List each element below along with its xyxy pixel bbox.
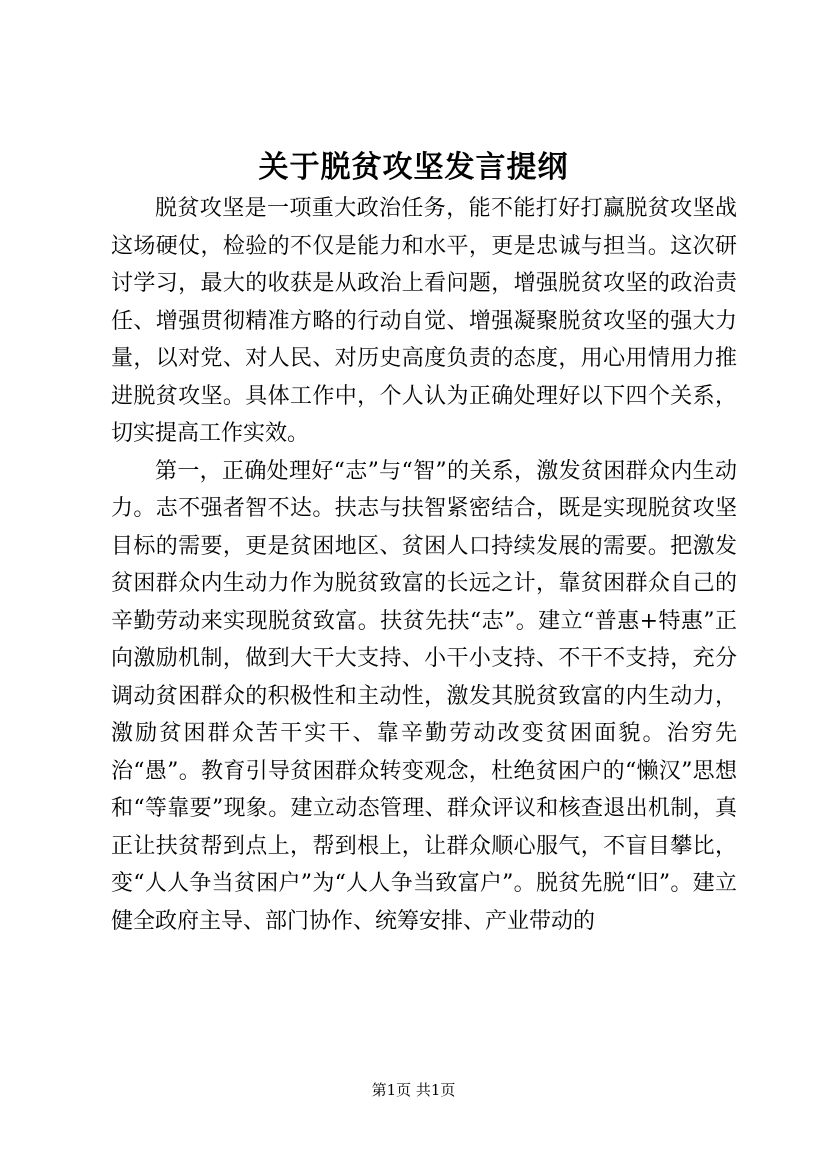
paragraph-first-relation: 第一，正确处理好“志”与“智”的关系，激发贫困群众内生动力。志不强者智不达。扶志与扶智紧密结合，既是实现脱贫攻坚目标的需要，更是贫困地区、贫困人口持续发展的需要。把激发贫困群众内生动力作为脱贫致富的长远之计，靠贫困群众自己的辛勤劳动来实现脱贫致富。扶贫先扶“志”。建立“普惠+特惠”正向激励机制，做到大干大支持、小干小支持、不干不支持，充分调动贫困群众的积极性和主动性，激发其脱贫致富的内生动力，激励贫困群众苦干实干、靠辛勤劳动改变贫困面貌。治穷先治“愚”。教育引导贫困群众转变观念，杜绝贫困户的“懒汉”思想和“等靠要”现象。建立动态管理、群众评议和核查退出机制，真正让扶贫帮到点上，帮到根上，让群众顺心服气，不盲目攀比，变“人人争当贫困户”为“人人争当致富户”。脱贫先脱“旧”。建立健全政府主导、部门协作、统筹安排、产业带动的: [111, 458, 737, 934]
document-title: 关于脱贫攻坚发言提纲: [258, 150, 569, 185]
page-footer: 第1页 共1页: [371, 1081, 456, 1099]
document-body: [111, 190, 737, 940]
paragraph-intro: 脱贫攻坚是一项重大政治任务，能不能打好打赢脱贫攻坚战这场硬仗，检验的不仅是能力和水平，更是忠诚与担当。这次研讨学习，最大的收获是从政治上看问题，增强脱贫攻坚的政治责任、增强贯彻精准方略的行动自觉、增强凝聚脱贫攻坚的强大力量，以对党、对人民、对历史高度负责的态度，用心用情用力推进脱贫攻坚。具体工作中，个人认为正确处理好以下四个关系，切实提高工作实效。: [111, 196, 737, 446]
